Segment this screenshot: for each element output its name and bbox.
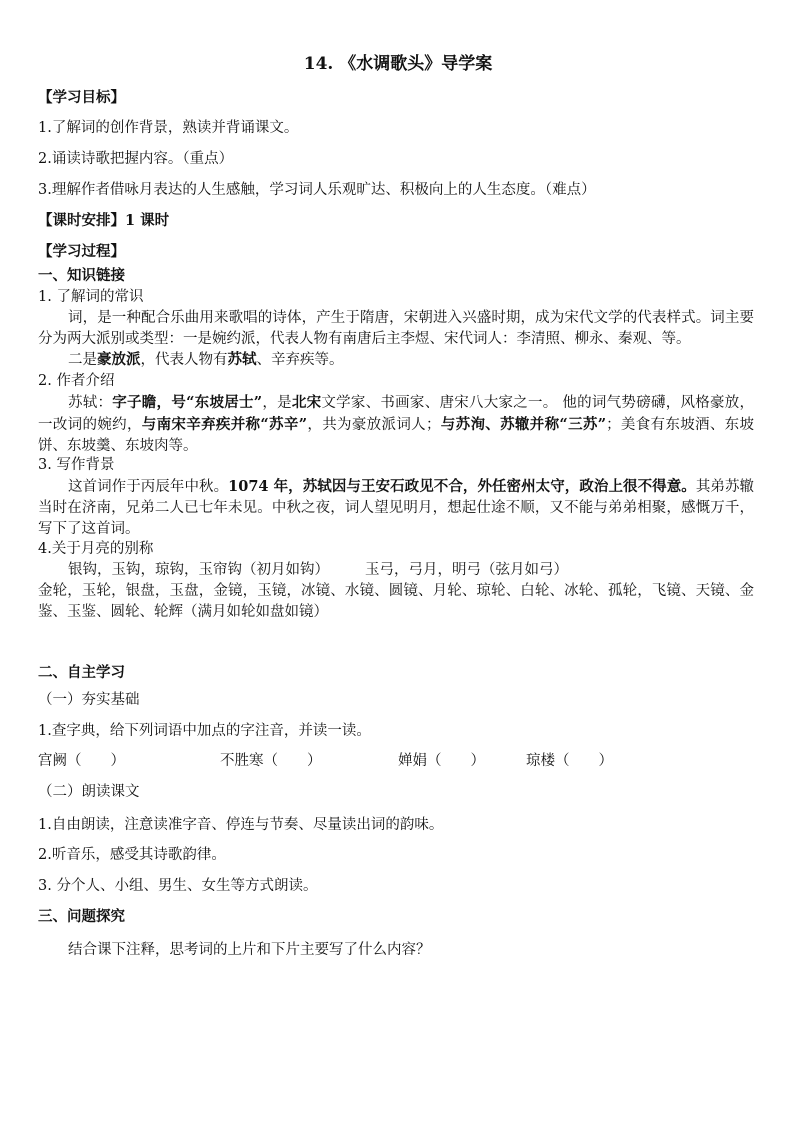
moon-names-line-2: 金轮，玉轮，银盘，玉盘，金镜，玉镜，冰镜、水镜、圆镜、月轮、琼轮、白轮、冰轮、孤轮，飞镜、天镜、金鉴、玉鉴、圆轮、轮辉（满月如轮如盘如镜）: [38, 583, 754, 620]
sub4-heading: 4.关于月亮的别称: [38, 541, 154, 557]
section2-heading: 二、自主学习: [38, 664, 125, 681]
schedule-line: [38, 211, 169, 231]
page-title: 14. 《水调歌头》导学案: [303, 54, 493, 74]
process-heading: 【学习过程】: [38, 243, 125, 260]
section1-heading: 一、知识链接: [38, 267, 125, 284]
sub1-paragraph: 词，是一种配合乐曲用来歌唱的诗体，产生于隋唐，宋朝进入兴盛时期，成为宋代文学的代表样式。词主要分为两大派别或类型：一是婉约派，代表人物有南唐后主李煜、宋代词人：李清照、柳永、秦观、等。: [38, 310, 754, 347]
objective-item-1: 1.了解词的创作背景，熟读并背诵课文。: [38, 120, 299, 136]
sub1-paragraph-2: 二是豪放派，代表人物有苏轼、辛弃疾等。: [68, 351, 344, 368]
objective-item-2: 2.诵读诗歌把握内容。（重点）: [38, 151, 234, 167]
word-blank-1[interactable]: 宫阙（ ）: [38, 753, 125, 769]
part1-heading: （一）夯实基础: [38, 692, 140, 708]
background-paragraph: 这首词作于丙辰年中秋。1074 年，苏轼因与王安石政见不合，外任密州太守，政治上很不得意。其弟苏辙当时在济南，兄弟二人已七年未见。中秋之夜，词人望见明月，想起仕途不顺，又不能与弟弟相聚，感慨万千，写下了这首词。: [38, 478, 755, 537]
inquiry-question: 结合课下注释，思考词的上片和下片主要写了什么内容？: [68, 942, 431, 958]
schedule-value: 1 课时: [125, 212, 170, 229]
word-blank-3[interactable]: 婵娟（ ）: [398, 753, 485, 769]
sub1-heading: 1. 了解词的常识: [38, 289, 144, 305]
schedule-heading: 【课时安排】: [38, 212, 125, 229]
moon-names-line-1: 银钩，玉钩，琼钩，玉帘钩（初月如钩） 玉弓，弓月，明弓（弦月如弓）: [68, 562, 568, 578]
part2-heading: （二）朗读课文: [38, 784, 140, 800]
sub2-heading: 2. 作者介绍: [38, 373, 115, 389]
word-blank-4[interactable]: 琼楼（ ）: [526, 753, 613, 769]
part2-item-1: 1.自由朗读，注意读准字音、停连与节奏、尽量读出词的韵味。: [38, 817, 444, 833]
part2-item-3: 3. 分个人、小组、男生、女生等方式朗读。: [38, 878, 318, 894]
part1-task: 1.查字典，给下列词语中加点的字注音，并读一读。: [38, 723, 371, 739]
objective-item-3: 3.理解作者借咏月表达的人生感触，学习词人乐观旷达、积极向上的人生态度。（难点）: [38, 182, 596, 198]
part2-item-2: 2.听音乐，感受其诗歌韵律。: [38, 847, 226, 863]
section3-heading: 三、问题探究: [38, 908, 125, 925]
word-blank-2[interactable]: 不胜寒（ ）: [220, 753, 322, 769]
sub3-heading: 3. 写作背景: [38, 457, 115, 473]
author-intro-paragraph: 苏轼：字子瞻，号“东坡居士”，是北宋文学家、书画家、唐宋八大家之一。 他的词气势磅礴，风格豪放，一改词的婉约，与南宋辛弃疾并称“苏辛”，共为豪放派词人；与苏洵、苏辙并称“三苏”；美食有东坡酒、东坡饼、东坡羹、东坡肉等。: [38, 394, 755, 454]
objectives-heading: 【学习目标】: [38, 89, 125, 106]
